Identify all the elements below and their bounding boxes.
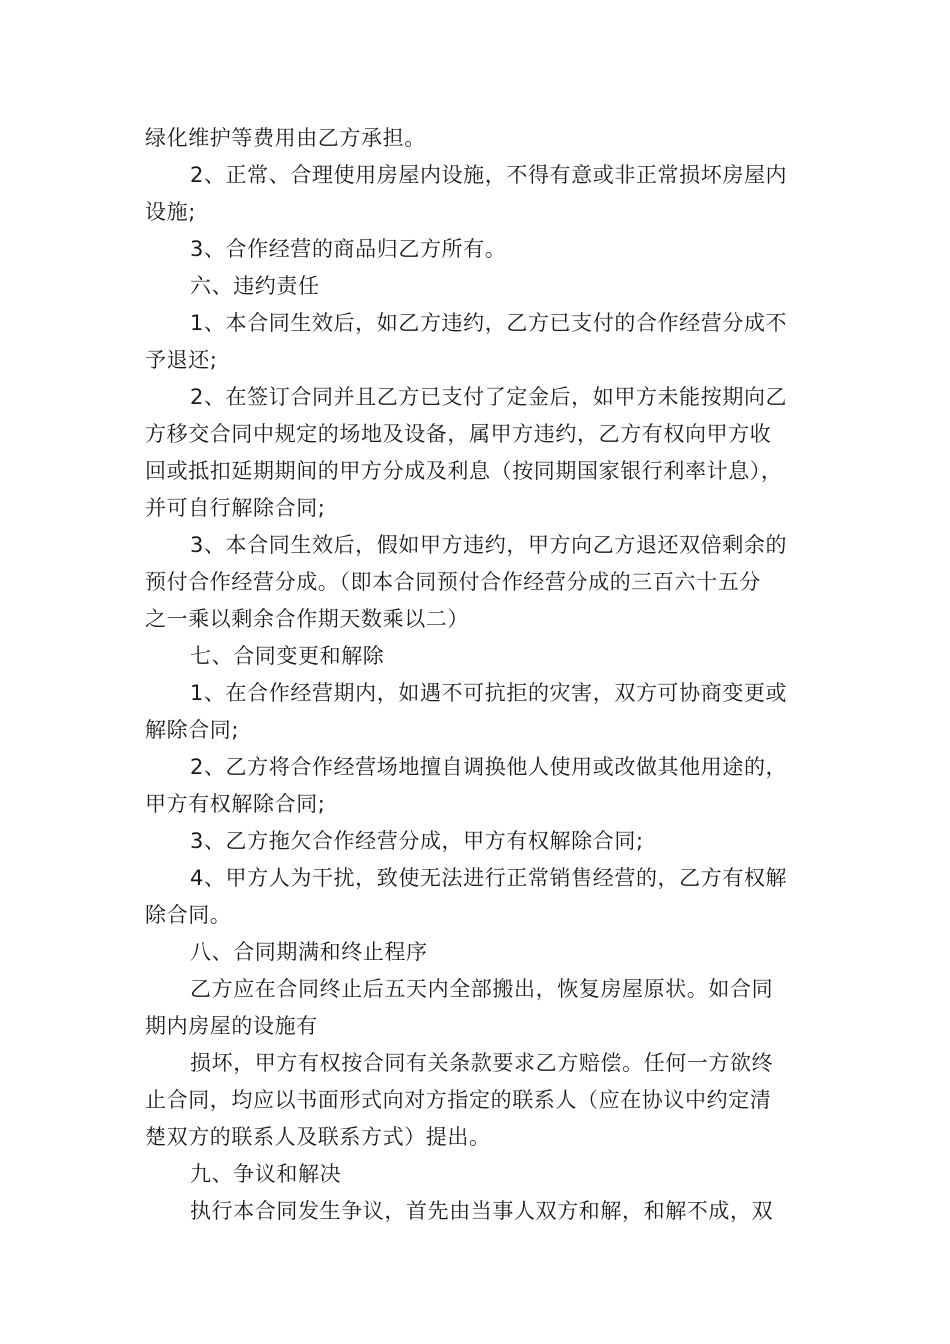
text-line: 3、合作经营的商品归乙方所有。 bbox=[190, 237, 507, 261]
text-line: 1、本合同生效后，如乙方违约，乙方已支付的合作经营分成不 bbox=[190, 311, 788, 335]
text-line: 并可自行解除合同; bbox=[145, 496, 326, 520]
text-line: 甲方有权解除合同; bbox=[145, 792, 326, 816]
text-line: 3、本合同生效后，假如甲方违约，甲方向乙方退还双倍剩余的 bbox=[190, 533, 788, 557]
text-line: 楚双方的联系人及联系方式）提出。 bbox=[145, 1125, 491, 1149]
section-heading: 九、争议和解决 bbox=[190, 1162, 342, 1186]
text-line: 预付合作经营分成。（即本合同预付合作经营分成的三百六十五分 bbox=[145, 570, 761, 594]
text-line: 予退还; bbox=[145, 348, 218, 372]
section-heading: 七、合同变更和解除 bbox=[190, 644, 385, 668]
section-heading: 八、合同期满和终止程序 bbox=[190, 940, 428, 964]
text-line: 期内房屋的设施有 bbox=[145, 1014, 318, 1038]
text-line: 2、在签订合同并且乙方已支付了定金后，如甲方未能按期向乙 bbox=[190, 385, 788, 409]
text-line: 乙方应在合同终止后五天内全部搬出，恢复房屋原状。如合同 bbox=[190, 977, 774, 1001]
text-line: 4、甲方人为干扰，致使无法进行正常销售经营的，乙方有权解 bbox=[190, 866, 788, 890]
text-line: 之一乘以剩余合作期天数乘以二） bbox=[145, 607, 469, 631]
text-line: 2、正常、合理使用房屋内设施，不得有意或非正常损坏房屋内 bbox=[190, 163, 788, 187]
text-line: 解除合同; bbox=[145, 718, 240, 742]
text-line: 执行本合同发生争议，首先由当事人双方和解，和解不成，双 bbox=[190, 1199, 774, 1223]
text-line: 除合同。 bbox=[145, 903, 232, 927]
text-line: 设施; bbox=[145, 200, 196, 224]
text-line: 回或抵扣延期期间的甲方分成及利息（按同期国家银行利率计息）， bbox=[145, 459, 783, 483]
text-line: 2、乙方将合作经营场地擅自调换他人使用或改做其他用途的， bbox=[190, 755, 788, 779]
text-line: 绿化维护等费用由乙方承担。 bbox=[145, 126, 426, 150]
text-line: 止合同，均应以书面形式向对方指定的联系人（应在协议中约定清 bbox=[145, 1088, 772, 1112]
text-line: 3、乙方拖欠合作经营分成，甲方有权解除合同; bbox=[190, 829, 644, 853]
text-line: 1、在合作经营期内，如遇不可抗拒的灾害，双方可协商变更或 bbox=[190, 681, 788, 705]
text-line: 方移交合同中规定的场地及设备，属甲方违约，乙方有权向甲方收 bbox=[145, 422, 772, 446]
section-heading: 六、违约责任 bbox=[190, 274, 320, 298]
text-line: 损坏，甲方有权按合同有关条款要求乙方赔偿。任何一方欲终 bbox=[190, 1051, 774, 1075]
